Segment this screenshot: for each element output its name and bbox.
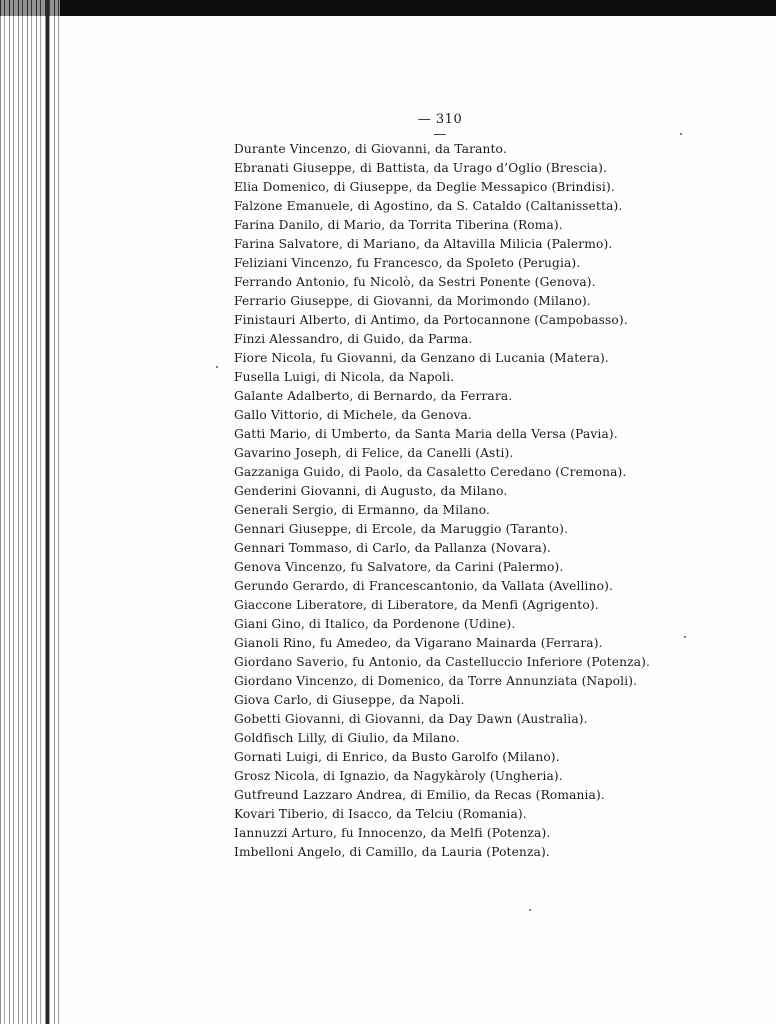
list-item: Fusella Luigi, di Nicola, da Napoli. <box>234 370 455 384</box>
list-item: Grosz Nicola, di Ignazio, da Nagykàroly (Ungheria). <box>234 769 563 783</box>
list-item: Galante Adalberto, di Bernardo, da Ferrara. <box>234 389 513 403</box>
list-item: Feliziani Vincenzo, fu Francesco, da Spoleto (Perugia). <box>234 256 581 270</box>
list-item: Elia Domenico, di Giuseppe, da Deglie Messapico (Brindisi). <box>234 180 615 194</box>
list-item: Giordano Saverio, fu Antonio, da Castelluccio Inferiore (Potenza). <box>234 655 651 669</box>
list-item: Giaccone Liberatore, di Liberatore, da Menfi (Agrigento). <box>234 598 599 612</box>
list-item: Ebranati Giuseppe, di Battista, da Urago d’Oglio (Brescia). <box>234 161 608 175</box>
list-item: Genderini Giovanni, di Augusto, da Milano. <box>234 484 508 498</box>
list-item: Gutfreund Lazzaro Andrea, di Emilio, da Recas (Romania). <box>234 788 605 802</box>
scan-top-border <box>0 0 776 16</box>
binding-shadow-line <box>46 0 49 1024</box>
list-item: Generali Sergio, di Ermanno, da Milano. <box>234 503 491 517</box>
scan-speck <box>680 133 682 135</box>
list-item: Gornati Luigi, di Enrico, da Busto Garolfo (Milano). <box>234 750 560 764</box>
list-item: Finistauri Alberto, di Antimo, da Portocannone (Campobasso). <box>234 313 628 327</box>
book-binding-edge <box>0 0 60 1024</box>
list-item: Gennari Giuseppe, di Ercole, da Maruggio (Taranto). <box>234 522 569 536</box>
scan-speck <box>684 636 686 638</box>
list-item: Falzone Emanuele, di Agostino, da S. Cataldo (Caltanissetta). <box>234 199 623 213</box>
list-item: Ferrario Giuseppe, di Giovanni, da Morimondo (Milano). <box>234 294 591 308</box>
list-item: Durante Vincenzo, di Giovanni, da Taranto. <box>234 142 507 156</box>
list-item: Ferrando Antonio, fu Nicolò, da Sestri Ponente (Genova). <box>234 275 596 289</box>
list-item: Goldfisch Lilly, di Giulio, da Milano. <box>234 731 460 745</box>
list-item: Gallo Vittorio, di Michele, da Genova. <box>234 408 472 422</box>
list-item: Gerundo Gerardo, di Francescantonio, da Vallata (Avellino). <box>234 579 614 593</box>
list-item: Giordano Vincenzo, di Domenico, da Torre Annunziata (Napoli). <box>234 674 638 688</box>
list-item: Iannuzzi Arturo, fu Innocenzo, da Melfi (Potenza). <box>234 826 551 840</box>
list-item: Kovari Tiberio, di Isacco, da Telciu (Romania). <box>234 807 527 821</box>
list-item: Gennari Tommaso, di Carlo, da Pallanza (Novara). <box>234 541 551 555</box>
list-item: Gianoli Rino, fu Amedeo, da Vigarano Mainarda (Ferrara). <box>234 636 603 650</box>
name-list <box>234 140 654 862</box>
list-item: Farina Danilo, di Mario, da Torrita Tiberina (Roma). <box>234 218 563 232</box>
list-item: Gobetti Giovanni, di Giovanni, da Day Dawn (Australia). <box>234 712 588 726</box>
list-item: Giova Carlo, di Giuseppe, da Napoli. <box>234 693 465 707</box>
list-item: Fiore Nicola, fu Giovanni, da Genzano di Lucania (Matera). <box>234 351 609 365</box>
list-item: Farina Salvatore, di Mariano, da Altavilla Milicia (Palermo). <box>234 237 613 251</box>
list-item: Finzi Alessandro, di Guido, da Parma. <box>234 332 473 346</box>
scan-speck <box>529 909 531 911</box>
list-item: Imbelloni Angelo, di Camillo, da Lauria (Potenza). <box>234 845 550 859</box>
list-item: Genova Vincenzo, fu Salvatore, da Carini (Palermo). <box>234 560 564 574</box>
list-item: Gazzaniga Guido, di Paolo, da Casaletto Ceredano (Cremona). <box>234 465 627 479</box>
scan-speck <box>216 366 218 368</box>
list-item: Gavarino Joseph, di Felice, da Canelli (Asti). <box>234 446 514 460</box>
list-item: Giani Gino, di Italico, da Pordenone (Udine). <box>234 617 516 631</box>
list-item: Gatti Mario, di Umberto, da Santa Maria della Versa (Pavia). <box>234 427 618 441</box>
page-number: — 310 — <box>417 112 463 142</box>
